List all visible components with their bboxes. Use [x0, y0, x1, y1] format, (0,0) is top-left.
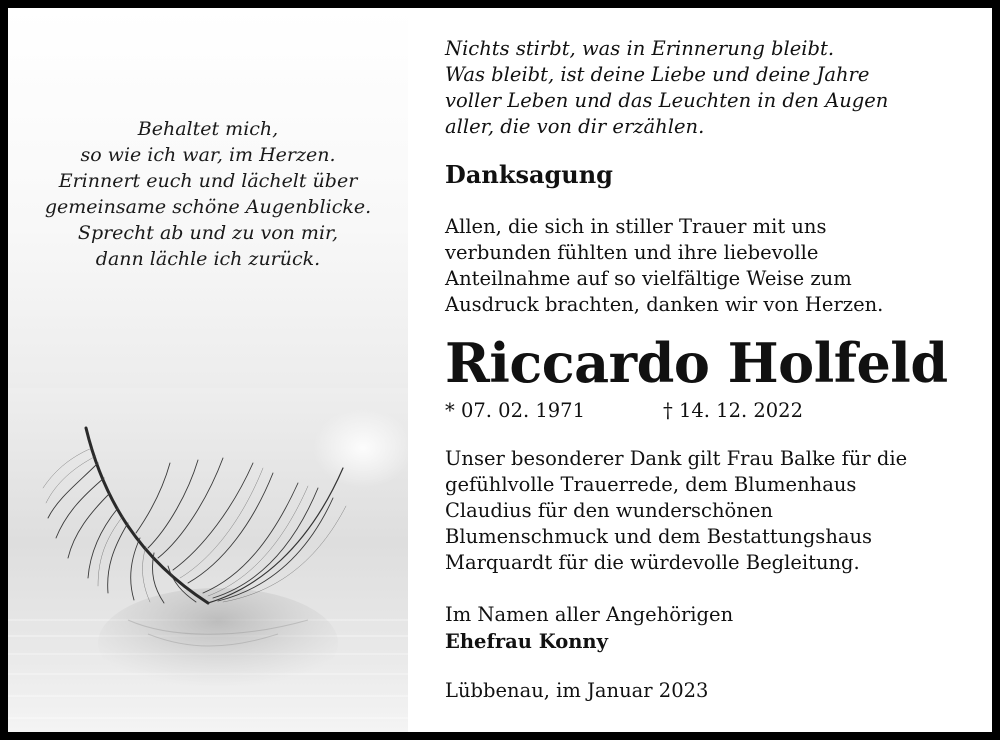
motto — [445, 36, 888, 140]
special-thanks-line: Marquardt für die würdevolle Begleitung. — [445, 551, 860, 574]
thanks-line: Ausdruck brachten, danken wir von Herzen. — [445, 293, 884, 316]
birth-date: * 07. 02. 1971 — [445, 399, 585, 422]
poem-line: gemeinsame schöne Augenblicke. — [44, 196, 372, 218]
motto-line: Was bleibt, ist deine Liebe und deine Jahre — [445, 63, 870, 86]
special-thanks-line: Blumenschmuck und dem Bestattungshaus — [445, 525, 873, 548]
special-thanks-line: Unser besonderer Dank gilt Frau Balke für die — [445, 447, 908, 470]
image-panel — [8, 8, 408, 732]
poem-line: Sprecht ab und zu von mir, — [77, 222, 339, 244]
signature: Ehefrau Konny — [445, 630, 608, 653]
place-date: Lübbenau, im Januar 2023 — [445, 679, 709, 702]
special-thanks-line: Claudius für den wunderschönen — [445, 499, 773, 522]
motto-line: aller, die von dir erzählen. — [445, 115, 705, 138]
poem-line: Behaltet mich, — [137, 118, 279, 140]
left-poem — [8, 116, 408, 272]
thanks-line: Allen, die sich in stiller Trauer mit uns — [445, 215, 827, 238]
special-thanks-paragraph — [445, 446, 907, 576]
death-date: † 14. 12. 2022 — [663, 399, 803, 422]
page-title: Danksagung — [445, 160, 613, 189]
thanks-paragraph — [445, 214, 883, 318]
obituary-card — [8, 8, 992, 732]
poem-line: dann lächle ich zurück. — [95, 248, 321, 270]
thanks-line: Anteilnahme auf so vielfältige Weise zum — [445, 267, 852, 290]
on-behalf-line: Im Namen aller Angehörigen — [445, 603, 734, 626]
feather-on-water-icon — [8, 388, 408, 732]
deceased-name: Riccardo Holfeld — [445, 331, 948, 395]
text-panel — [445, 8, 985, 732]
thanks-line: verbunden fühlten und ihre liebevolle — [445, 241, 819, 264]
motto-line: voller Leben und das Leuchten in den Augen — [445, 89, 889, 112]
motto-line: Nichts stirbt, was in Erinnerung bleibt. — [445, 37, 835, 60]
poem-line: so wie ich war, im Herzen. — [80, 144, 336, 166]
poem-line: Erinnert euch und lächelt über — [58, 170, 358, 192]
special-thanks-line: gefühlvolle Trauerrede, dem Blumenhaus — [445, 473, 857, 496]
